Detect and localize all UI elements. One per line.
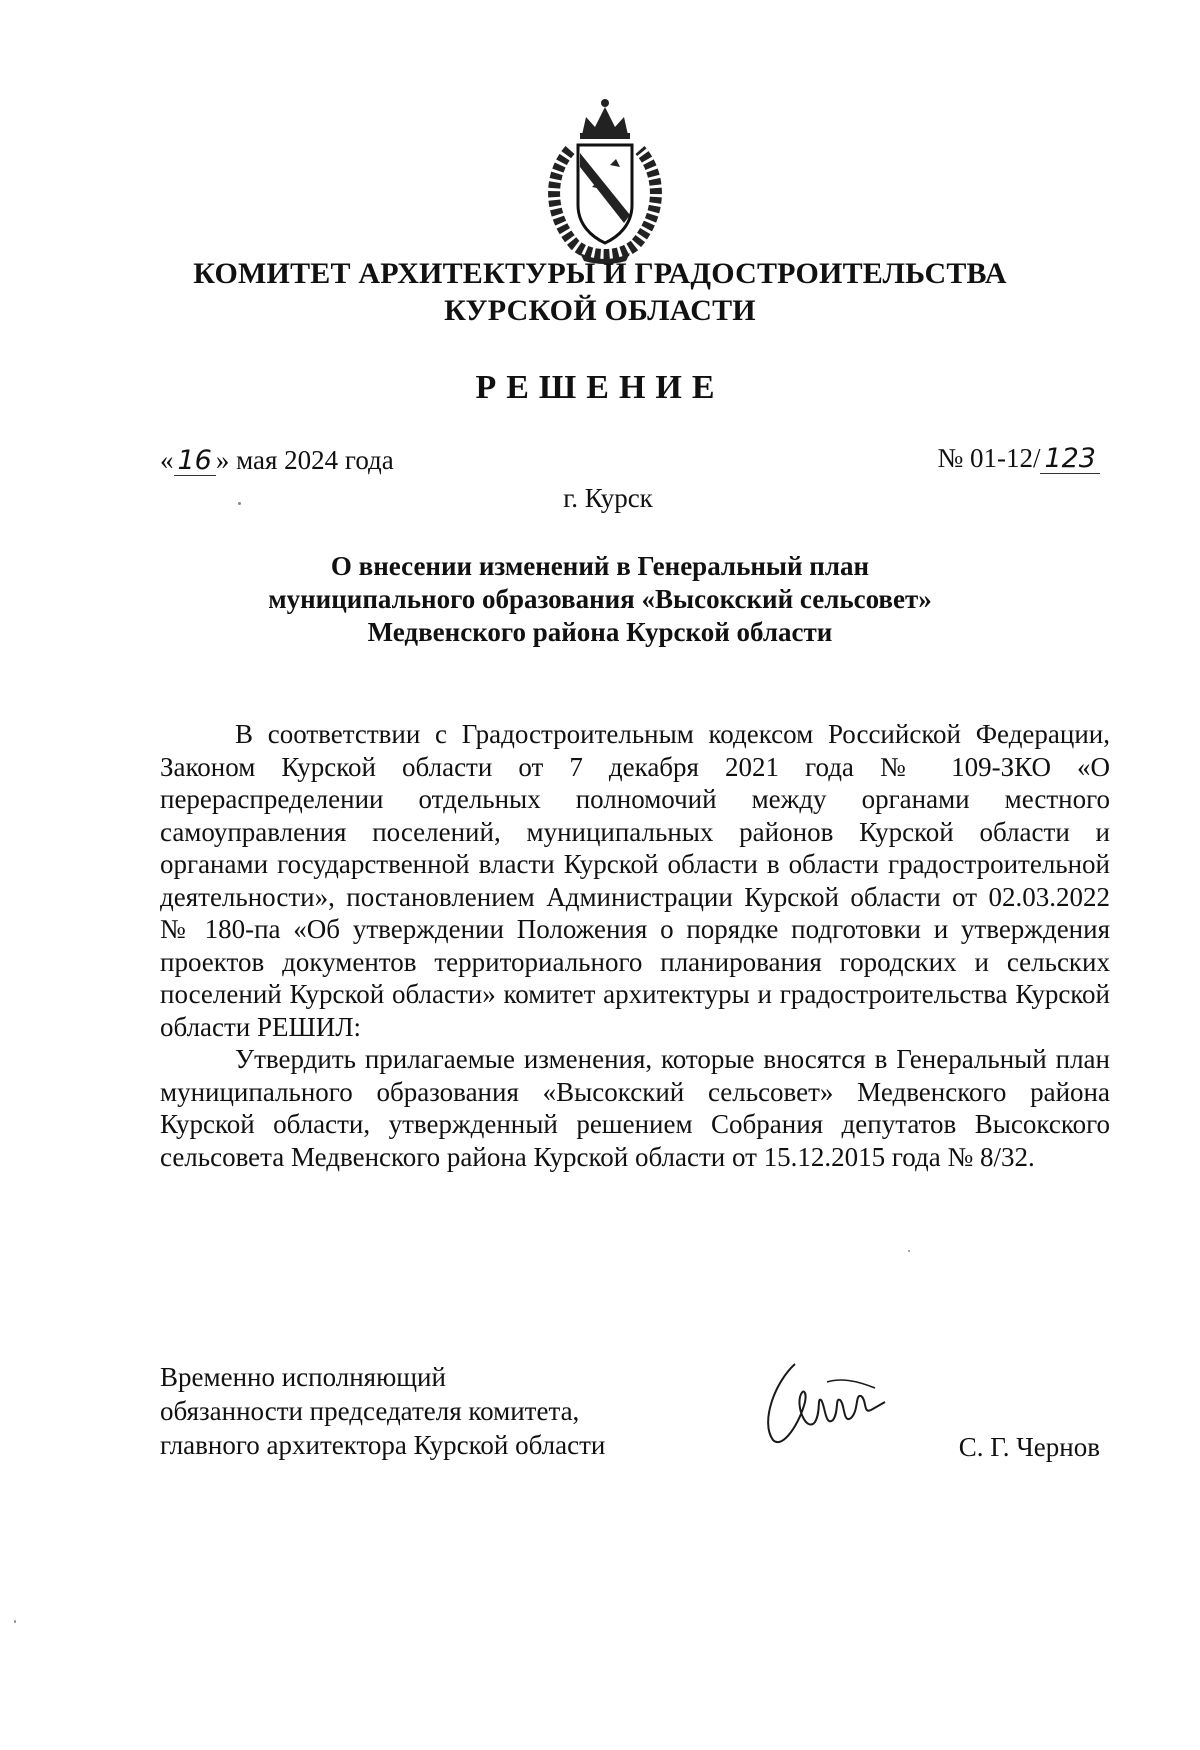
signer-position-line3: главного архитектора Курской области [160, 1430, 606, 1460]
date-day-handwritten: 16 [174, 447, 216, 476]
scan-artifact [14, 1620, 16, 1623]
date-open-quote: « [160, 445, 174, 475]
decision-number [937, 442, 1100, 474]
coat-of-arms-emblem [540, 95, 670, 265]
scan-artifact [238, 502, 241, 505]
subject-line1: О внесении изменений в Генеральный план [330, 551, 870, 581]
signer-position [160, 1360, 605, 1462]
decision-body [160, 718, 1110, 1173]
org-name-line1: КОМИТЕТ АРХИТЕКТУРЫ И ГРАДОСТРОИТЕЛЬСТВА [193, 257, 1007, 290]
scan-artifact [908, 1250, 910, 1252]
body-paragraph-basis: В соответствии с Градостроительным кодексом Российской Федерации, Законом Курской области от 7 декабря 2021 года № 109-ЗКО «О перераспределении отдельных полномочий между органами местного самоуправления поселений, муниципальных районов Курской области и органами государственной власти Курской области в области градостроительной деятельности», постановлением Администрации Курской области от 02.03.2022 № 180-па «Об утверждении Положения о порядке подготовки и утверждения проектов документов территориального планирования городских и сельских поселений Курской области» комитет архитектуры и градостроительства Курской области РЕШИЛ: [160, 719, 1110, 1042]
decision-subject [0, 550, 1200, 649]
date-month-year: » мая 2024 года [215, 445, 394, 475]
signer-position-line1: Временно исполняющий [160, 1362, 446, 1392]
document-type-title: РЕШЕНИЕ [475, 369, 725, 406]
decision-date [160, 444, 394, 476]
subject-line2: муниципального образования «Высокский сельсовет» [268, 584, 932, 614]
number-handwritten: 123 [1040, 445, 1100, 474]
body-paragraph-resolution: Утвердить прилагаемые изменения, которые вносятся в Генеральный план муниципального образования «Высокский сельсовет» Медвенского района Курской области, утвержденный решением Собрания депутатов Высокского сельсовета Медвенского района Курской области от 15.12.2015 года № 8/32. [160, 1044, 1110, 1172]
signer-name: С. Г. Чернов [958, 1432, 1100, 1462]
number-prefix: № 01-12/ [937, 443, 1041, 473]
signer-position-line2: обязанности председателя комитета, [160, 1396, 580, 1426]
handwritten-signature [755, 1352, 890, 1452]
organization-name [0, 255, 1200, 329]
org-name-line2: КУРСКОЙ ОБЛАСТИ [444, 294, 756, 327]
city-name: г. Курск [563, 483, 653, 513]
subject-line3: Медвенского района Курской области [367, 617, 833, 647]
